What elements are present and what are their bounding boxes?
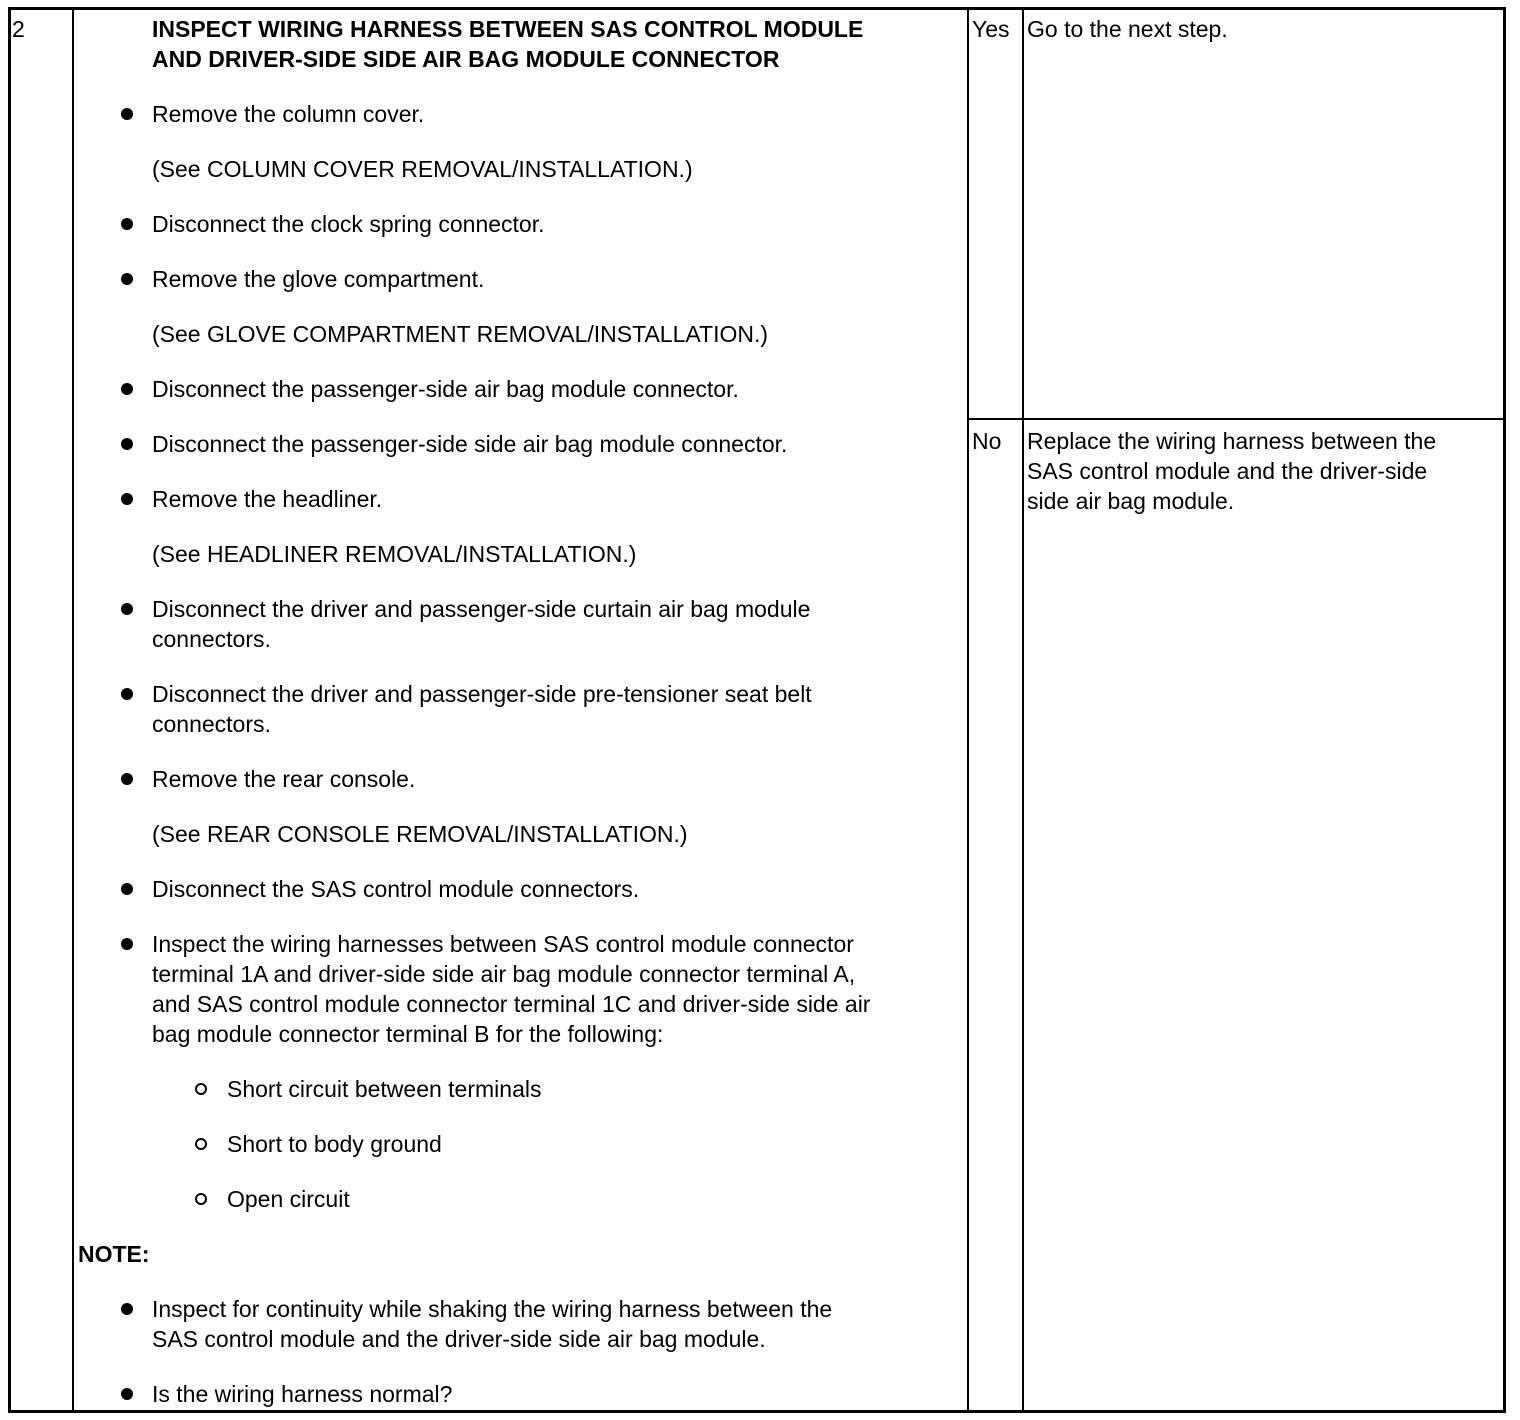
sub-item: Short circuit between terminals [227,1076,542,1102]
step-heading-line-2: AND DRIVER-SIDE SIDE AIR BAG MODULE CONNECTOR [152,46,780,72]
sub-bullet-icon [195,1138,207,1150]
step-item: Disconnect the passenger-side air bag module connector. [152,376,739,402]
bullet-icon [121,383,133,395]
step-item-line-1: Inspect the wiring harnesses between SAS control module connector [152,931,854,957]
bullet-icon [121,688,133,700]
bullet-icon [121,773,133,785]
bullet-icon [121,883,133,895]
bullet-icon [121,273,133,285]
step-item-line-2: terminal 1A and driver-side side air bag module connector terminal A, [152,961,856,987]
sub-item: Short to body ground [227,1131,442,1157]
step-item: Remove the headliner. [152,486,383,512]
bullet-icon [121,603,133,615]
note-item-line-2: SAS control module and the driver-side side air bag module. [152,1326,766,1352]
no-action-line-3: side air bag module. [1027,488,1235,514]
bullet-icon [121,493,133,505]
bullet-icon [121,218,133,230]
step-item-line-2: connectors. [152,626,271,652]
step-item-line-3: and SAS control module connector terminal 1C and driver-side side air [152,991,871,1017]
row-divider-yes-no [967,418,1503,420]
step-item: Remove the column cover. [152,101,425,127]
step-reference: (See GLOVE COMPARTMENT REMOVAL/INSTALLATION.) [152,321,769,347]
yes-action: Go to the next step. [1027,16,1228,42]
step-item-line-1: Disconnect the driver and passenger-side curtain air bag module [152,596,811,622]
step-reference: (See COLUMN COVER REMOVAL/INSTALLATION.) [152,156,693,182]
step-item: Disconnect the SAS control module connectors. [152,876,640,902]
column-divider-action [1022,10,1024,1410]
step-heading-line-1: INSPECT WIRING HARNESS BETWEEN SAS CONTROL MODULE [152,16,864,42]
step-reference: (See HEADLINER REMOVAL/INSTALLATION.) [152,541,637,567]
sub-item: Open circuit [227,1186,350,1212]
step-item: Remove the rear console. [152,766,416,792]
note-item-line-1: Inspect for continuity while shaking the wiring harness between the [152,1296,833,1322]
step-item: Disconnect the passenger-side side air bag module connector. [152,431,788,457]
note-label: NOTE: [78,1241,150,1267]
no-action-line-2: SAS control module and the driver-side [1027,458,1428,484]
step-number: 2 [12,16,25,42]
bullet-icon [121,1303,133,1315]
bullet-icon [121,1388,133,1400]
sub-bullet-icon [195,1193,207,1205]
step-item-line-2: connectors. [152,711,271,737]
step-item-line-4: bag module connector terminal B for the following: [152,1021,664,1047]
step-reference: (See REAR CONSOLE REMOVAL/INSTALLATION.) [152,821,688,847]
bullet-icon [121,938,133,950]
sub-bullet-icon [195,1083,207,1095]
bullet-icon [121,108,133,120]
column-divider-step [72,10,74,1410]
step-item: Disconnect the clock spring connector. [152,211,545,237]
step-item: Remove the glove compartment. [152,266,485,292]
no-label: No [972,428,1002,454]
bullet-icon [121,438,133,450]
yes-label: Yes [972,16,1010,42]
step-item-line-1: Disconnect the driver and passenger-side pre-tensioner seat belt [152,681,812,707]
column-divider-answer [967,10,969,1410]
note-item: Is the wiring harness normal? [152,1381,453,1407]
no-action-line-1: Replace the wiring harness between the [1027,428,1437,454]
